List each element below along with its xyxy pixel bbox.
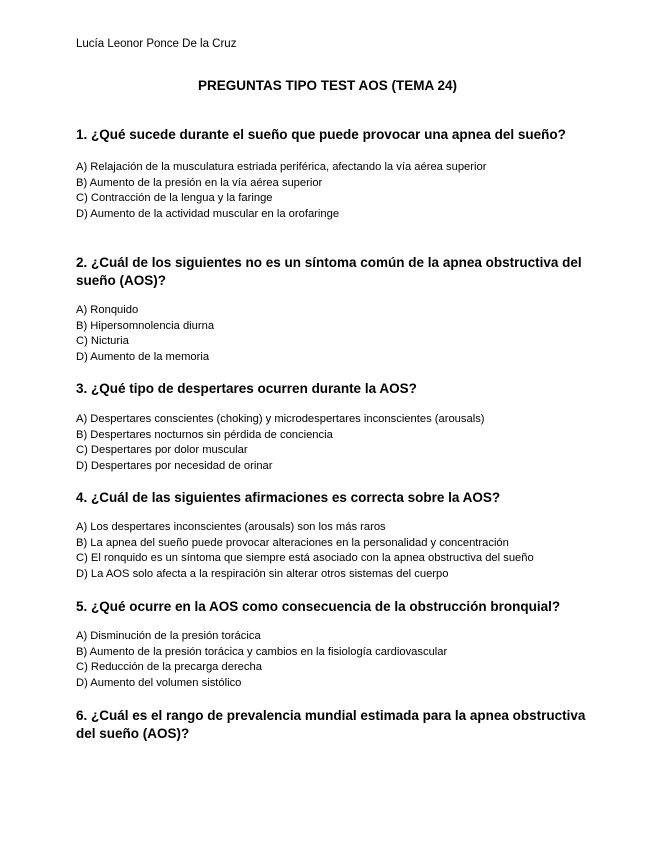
option-a: A) Los despertares inconscientes (arousals) son los más raros	[76, 521, 386, 533]
question-title: 4. ¿Cuál de las siguientes afirmaciones es correcta sobre la AOS?	[76, 490, 501, 505]
question-2	[76, 254, 586, 365]
question-title: 2. ¿Cuál de los siguientes no es un síntoma común de la apnea obstructiva del sueño (AOS)?	[76, 255, 582, 288]
options-list	[76, 629, 586, 691]
option-c: C) Despertares por dolor muscular	[76, 444, 248, 456]
option-c: C) Nicturia	[76, 335, 129, 347]
options-list	[76, 303, 586, 365]
question-1	[76, 126, 586, 222]
option-d: D) Aumento del volumen sistólico	[76, 676, 242, 689]
option-b: B) Aumento de la presión torácica y cambios en la fisiología cardiovascular	[76, 645, 448, 658]
option-a: A) Despertares conscientes (choking) y microdespertares inconscientes (arousals)	[76, 413, 485, 425]
question-title: 1. ¿Qué sucede durante el sueño que puede provocar una apnea del sueño?	[76, 127, 566, 142]
question-4	[76, 489, 586, 582]
options-list	[76, 160, 586, 222]
option-c: C) Reducción de la precarga derecha	[76, 661, 262, 673]
option-a: A) Disminución de la presión torácica	[76, 630, 261, 642]
question-5	[76, 598, 586, 691]
option-a: A) Ronquido	[76, 304, 139, 316]
question-title: 6. ¿Cuál es el rango de prevalencia mundial estimada para la apnea obstructiva del sueño (AOS)?	[76, 708, 586, 741]
author-name: Lucía Leonor Ponce De la Cruz	[76, 38, 237, 50]
option-c: C) El ronquido es un síntoma que siempre está asociado con la apnea obstructiva del sueño	[76, 552, 534, 564]
question-3	[76, 380, 586, 474]
question-title: 5. ¿Qué ocurre en la AOS como consecuencia de la obstrucción bronquial?	[76, 599, 561, 614]
question-title: 3. ¿Qué tipo de despertares ocurren durante la AOS?	[76, 381, 417, 396]
options-list	[76, 520, 586, 582]
document-title: PREGUNTAS TIPO TEST AOS (TEMA 24)	[197, 78, 458, 93]
option-b: B) Aumento de la presión en la vía aérea superior	[76, 176, 323, 189]
option-c: C) Contracción de la lengua y la faringe	[76, 192, 273, 204]
option-b: B) La apnea del sueño puede provocar alteraciones en la personalidad y concentración	[76, 536, 509, 549]
question-6	[76, 707, 586, 743]
option-d: D) Aumento de la memoria	[76, 350, 210, 363]
option-b: B) Despertares nocturnos sin pérdida de conciencia	[76, 428, 333, 441]
option-b: B) Hipersomnolencia diurna	[76, 319, 215, 332]
option-d: D) Despertares por necesidad de orinar	[76, 459, 273, 472]
options-list	[76, 412, 586, 474]
option-d: D) Aumento de la actividad muscular en la orofaringe	[76, 207, 340, 220]
option-d: D) La AOS solo afecta a la respiración sin alterar otros sistemas del cuerpo	[76, 567, 449, 580]
option-a: A) Relajación de la musculatura estriada periférica, afectando la vía aérea superior	[76, 161, 487, 173]
